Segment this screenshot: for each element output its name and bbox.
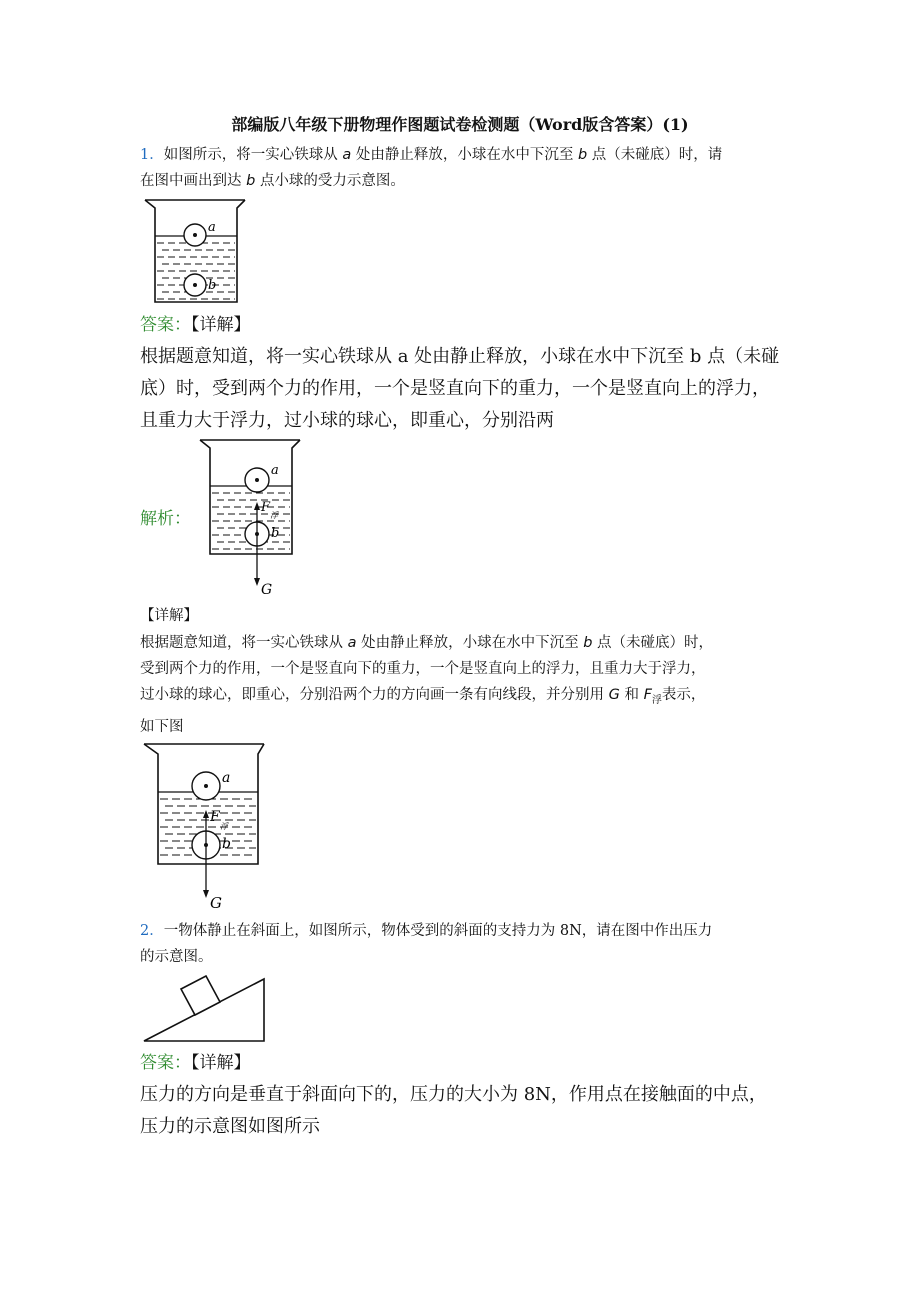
answer-1-detail: 根据题意知道，将一实心铁球从 a 处由静止释放，小球在水中下沉至 b 点（未碰底）时， 受到两个力的作用，一个是竖直向下的重力，一个是竖直向上的浮力，且重力大于浮力， 过小球的球心，即重心，分别沿两个力的方向画一条有向线段，并分别用 G 和 $F_浮$表示， 如下图 <box>140 635 714 735</box>
beaker-force-figure-detail <box>140 740 270 915</box>
detail-heading: 【详解】 <box>140 608 198 624</box>
svg-text:F: F <box>210 809 220 825</box>
svg-text:b: b <box>271 526 280 541</box>
incline-figure <box>140 975 270 1045</box>
answer-line-2: 答案：【详解】 <box>140 1053 251 1073</box>
page-title: 部编版八年级下册物理作图题试卷检测题（Word版含答案）(1) <box>231 115 689 134</box>
question-number: 2． <box>140 923 164 939</box>
svg-text:a: a <box>222 770 231 786</box>
answer-label: 答案： <box>140 315 191 335</box>
beaker-figure-q1 <box>140 196 250 308</box>
detail-label: 【详解】 <box>191 315 251 335</box>
svg-text:浮: 浮 <box>220 822 228 831</box>
svg-text:b: b <box>222 836 231 852</box>
svg-text:G: G <box>261 582 273 598</box>
answer-2-summary: 压力的方向是垂直于斜面向下的，压力的大小为 8N，作用点在接触面的中点，压力的示意图如图所示 <box>140 1084 767 1137</box>
svg-text:G: G <box>210 894 222 912</box>
beaker-force-figure-analysis <box>195 436 305 601</box>
label-b: b <box>208 278 217 293</box>
svg-text:F: F <box>261 500 271 515</box>
label-a: a <box>208 220 216 235</box>
question-number: 1． <box>140 147 164 163</box>
question-1-text: 1．如图所示，将一实心铁球从 a 处由静止释放，小球在水中下沉至 b 点（未碰底）时，请 在图中画出到达 b 点小球的受力示意图。 <box>140 147 723 189</box>
answer-1-summary: 根据题意知道，将一实心铁球从 a 处由静止释放，小球在水中下沉至 b 点（未碰底）时，受到两个力的作用，一个是竖直向下的重力，一个是竖直向上的浮力，且重力大于浮力，过小球的球心，即重心，分别沿两 <box>140 346 780 431</box>
answer-line-1 <box>140 312 790 338</box>
question-2-text: 2．一物体静止在斜面上，如图所示，物体受到的斜面的支持力为 8N，请在图中作出压力 的示意图。 <box>140 923 713 965</box>
svg-text:浮: 浮 <box>270 511 278 520</box>
svg-text:a: a <box>271 463 279 478</box>
analysis-label: 解析： <box>140 509 191 529</box>
